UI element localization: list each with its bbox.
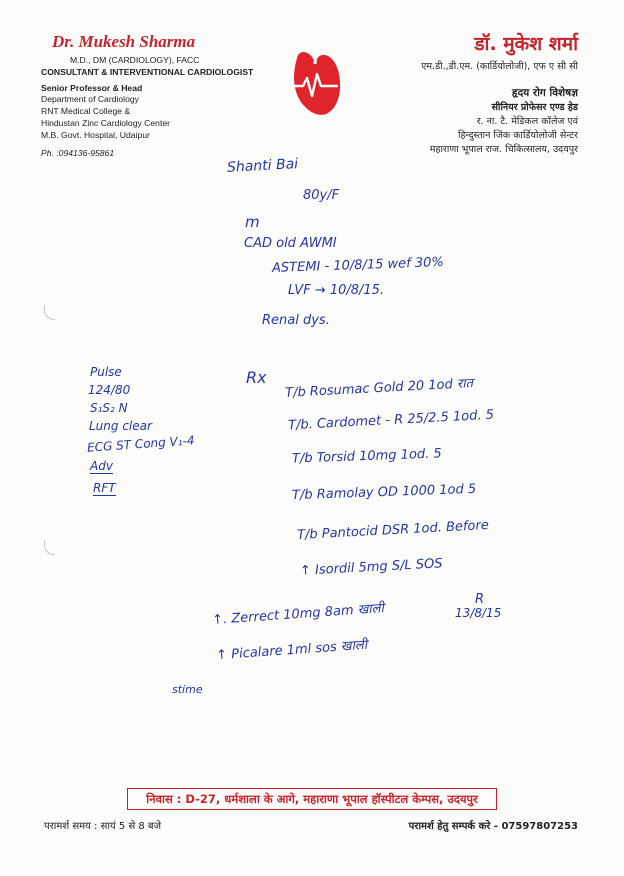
vital-bp: 124/80: [88, 383, 131, 397]
doctor-signature: R: [475, 592, 485, 607]
vital-lungs: Lung clear: [89, 419, 152, 433]
vital-heart-sounds: S₁S₂ N: [90, 401, 128, 415]
diagnosis-marker: m: [245, 213, 260, 231]
specialty-hi: हृदय रोग विशेषज्ञ: [511, 87, 578, 99]
college-hi: र. ना. टै. मेडिकल कॉलेज एवं: [476, 116, 578, 127]
diagnosis-line-1: CAD old AWMI: [244, 236, 337, 251]
advice-label: Adv: [90, 459, 113, 473]
consultation-timing: परामर्श समय : सायं 5 से 8 बजे: [44, 821, 162, 832]
punch-mark-bottom: [44, 540, 55, 555]
center-en: Hindustan Zinc Cardiology Center: [41, 118, 170, 128]
medication-8: ↑ Picalare 1ml sos खाली: [215, 637, 368, 664]
college-en: RNT Medical College &: [41, 106, 131, 116]
medication-3: T/b Torsid 10mg 1od. 5: [291, 446, 442, 467]
doctor-name-hi: डॉ. मुकेश शर्मा: [474, 33, 578, 55]
title-en: CONSULTANT & INTERVENTIONAL CARDIOLOGIST: [41, 67, 254, 77]
vital-ecg: ECG ST Cong V₁-4: [86, 433, 195, 455]
vital-pulse: Pulse: [90, 365, 122, 379]
contact-number: परामर्श हेतु सम्पर्क करे - 07597807253: [408, 821, 578, 832]
patient-age-sex: 80y/F: [303, 188, 340, 203]
medication-4: T/b Ramolay OD 1000 1od 5: [291, 481, 477, 504]
center-hi: हिन्दुस्तान जिंक कार्डियोलोजी सेन्टर: [458, 130, 578, 141]
hospital-hi: महाराणा भूपाल राज. चिकित्सालय, उदयपुर: [429, 144, 578, 155]
dept-en: Department of Cardiology: [41, 94, 139, 104]
doctor-name-en: Dr. Mukesh Sharma: [52, 32, 196, 51]
advice-rft: RFT: [93, 481, 116, 495]
hospital-en: M.B. Govt. Hospital, Udaipur: [41, 130, 150, 140]
residence-address: निवास : D-27, धर्मशाला के आगे, महाराणा भूपाल हॉस्पीटल केम्पस, उदयपुर: [127, 788, 497, 810]
medication-2: T/b. Cardomet - R 25/2.5 1od. 5: [287, 407, 495, 434]
degrees-hi: एम.डी.,डी.एम. (कार्डियोलोजी), एफ ए सी सी: [421, 61, 578, 72]
diagnosis-line-3: LVF → 10/8/15.: [288, 283, 385, 298]
position-hi: सीनियर प्रोफेसर एण्ड हेड: [491, 102, 578, 113]
medication-1: T/b Rosumac Gold 20 1od रात: [284, 376, 474, 401]
diagnosis-line-4: Renal dys.: [262, 313, 330, 328]
heart-logo-icon: [288, 44, 344, 120]
diagnosis-line-2: ASTEMI - 10/8/15 wef 30%: [271, 255, 445, 276]
medication-5: T/b Pantocid DSR 1od. Before: [296, 517, 490, 544]
prescription-date: 13/8/15: [455, 606, 502, 620]
medication-6: ↑ Isordil 5mg S/L SOS: [299, 556, 443, 579]
medication-7: ↑. Zerrect 10mg 8am खाली: [211, 601, 385, 628]
degrees-en: M.D., DM (CARDIOLOGY), FACC: [70, 55, 200, 65]
patient-name: Shanti Bai: [226, 156, 299, 176]
rx-symbol: Rx: [246, 368, 267, 387]
punch-mark-top: [44, 305, 55, 320]
position-en: Senior Professor & Head: [41, 83, 143, 93]
phone-en: Ph. :094136-95861: [41, 148, 115, 158]
misc-note: stime: [172, 683, 203, 696]
